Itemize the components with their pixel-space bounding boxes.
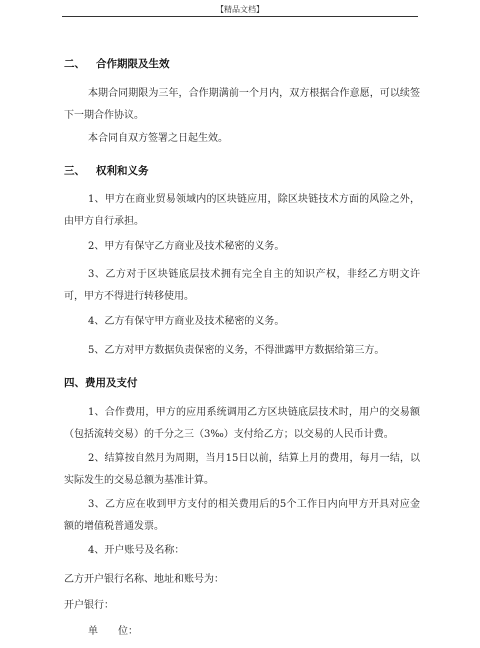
- section-4-item-4: 4、开户账号及名称：: [88, 545, 185, 556]
- section-2-paragraph-1: 本期合同期限为三年，合作期满前一个月内，双方根据合作意愿，可以续签下一期合作协议。: [64, 88, 420, 121]
- section-4-item-2: 2、结算按自然月为周期，当月15日以前，结算上月的费用，每月一结，以实际发生的交易总额为基准计算。: [64, 453, 420, 486]
- section-2-number: 二、: [64, 58, 85, 70]
- bank-info-line: 乙方开户银行名称、地址和账号为：: [64, 574, 224, 585]
- section-3-item-4: 4、乙方有保守甲方商业及技术秘密的义务。: [88, 316, 285, 327]
- section-3-item-5: 5、乙方对甲方数据负责保密的义务，不得泄露甲方数据给第三方。: [88, 345, 385, 356]
- section-4-item-1: 1、合作费用，甲方的应用系统调用乙方区块链底层技术时，用户的交易额（包括流转交易）的千分之三（3‰）支付给乙方；以交易的人民币计费。: [64, 407, 420, 440]
- section-2-title: 合作期限及生效: [96, 58, 170, 70]
- section-4-item-3: 3、乙方应在收到甲方支付的相关费用后的5个工作日内向甲方开具对应金额的增值税普通发票。: [64, 499, 420, 532]
- section-4-heading: [64, 375, 138, 390]
- document-header-tag: 【精品文档】: [216, 5, 264, 14]
- section-4-number: 四、: [64, 377, 85, 389]
- section-2-paragraph-2: 本合同自双方签署之日起生效。: [88, 133, 228, 144]
- header-divider: [62, 16, 418, 17]
- bank-name-line: 开户银行：: [64, 600, 114, 611]
- section-3-heading: [64, 163, 149, 178]
- section-3-item-2: 2、甲方有保守乙方商业及技术秘密的义务。: [88, 241, 285, 252]
- section-3-item-3: 3、乙方对于区块链底层技术拥有完全自主的知识产权，非经乙方明文许可，甲方不得进行转移使用。: [64, 269, 420, 302]
- company-line: 单 位：: [88, 626, 138, 637]
- section-3-number: 三、: [64, 165, 85, 177]
- section-2-heading: [64, 56, 170, 71]
- section-3-item-1: 1、甲方在商业贸易领域内的区块链应用，除区块链技术方面的风险之外，由甲方自行承担。: [64, 194, 420, 227]
- section-3-title: 权利和义务: [96, 165, 149, 177]
- section-4-title: 费用及支付: [85, 377, 138, 389]
